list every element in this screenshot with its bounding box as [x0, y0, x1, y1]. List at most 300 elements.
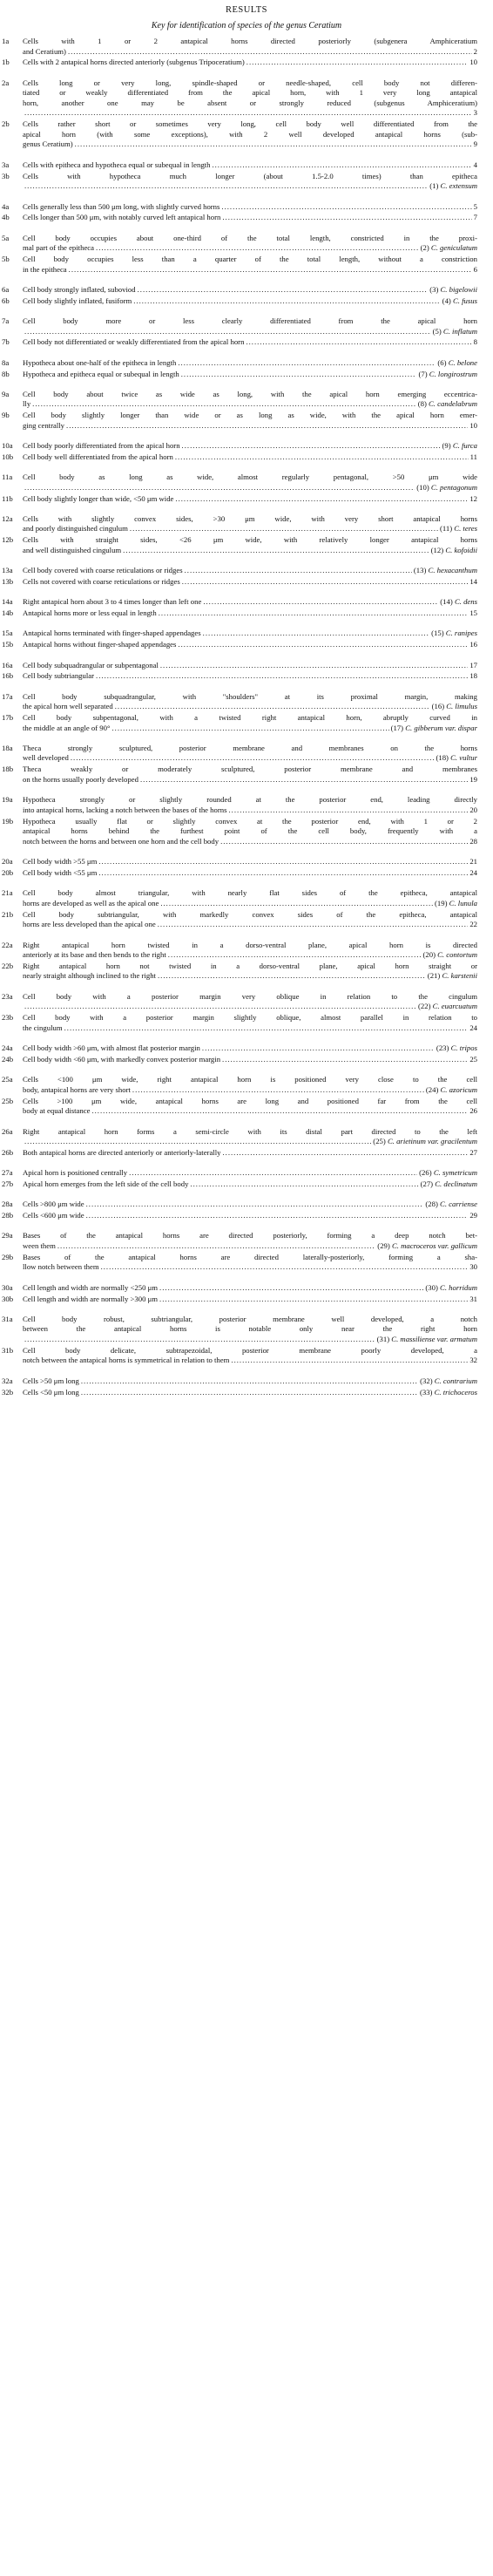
entry-final-line: [23, 868, 477, 879]
entry-line: Cell body slightly longer than wide, <50 μm wide: [23, 493, 174, 503]
entry-final-line: [23, 1283, 477, 1294]
entry-description: [23, 671, 493, 682]
entry-line: Cell body slightly longer than wide or as long as wide, with the apical horn emer-: [23, 411, 477, 420]
entry-result: [429, 181, 477, 192]
entry-final-line: [23, 1179, 477, 1190]
entry-description: [23, 37, 493, 57]
key-entry: [0, 1096, 493, 1116]
key-entry: [0, 743, 493, 763]
leader-dots: [159, 608, 469, 619]
entry-description: [23, 1388, 493, 1398]
entry-result: [418, 399, 477, 410]
entry-number: 21b: [2, 909, 14, 919]
entry-final-line: [23, 1211, 477, 1221]
entry-final-line: [23, 243, 477, 254]
species-number: (6): [437, 357, 449, 367]
entry-number: 18a: [2, 743, 13, 752]
key-entry: [0, 1388, 493, 1398]
entry-line: ween them: [23, 1240, 56, 1250]
key-entry: [0, 795, 493, 814]
leader-dots: [203, 597, 438, 608]
identification-key: [0, 37, 493, 1398]
key-entry: [0, 160, 493, 171]
key-entry: [0, 472, 493, 492]
entry-line: Apical horn emerges from the left side of the cell body: [23, 1179, 189, 1188]
key-entry: [0, 494, 493, 505]
key-entry: [0, 535, 493, 554]
entry-number: 19a: [2, 795, 13, 805]
entry-final-line: [23, 1168, 477, 1179]
leader-dots: [221, 202, 471, 213]
species-number: (19): [435, 898, 449, 907]
species-name: C. ranipes: [445, 629, 477, 638]
leader-dots: [185, 566, 412, 576]
entry-line: notch between the horns and between one horn and the cell body: [23, 836, 219, 846]
key-entry: [0, 1075, 493, 1094]
key-entry: [0, 1231, 493, 1250]
entry-description: [23, 1231, 493, 1251]
leader-dots: [24, 181, 428, 192]
key-entry: [0, 370, 493, 380]
entry-final-line: [23, 1335, 477, 1345]
species-name: C. declinatum: [435, 1179, 477, 1188]
species-name: C. massiliense var. armatum: [391, 1334, 477, 1343]
leader-dots: [222, 1055, 468, 1065]
entry-line: Hypotheca and epitheca equal or subequal in length: [23, 369, 179, 378]
key-entry: [0, 713, 493, 732]
leader-dots: [98, 868, 468, 879]
species-name: C. contortum: [437, 950, 477, 960]
species-number: (3): [429, 284, 441, 294]
species-number: (7): [418, 369, 429, 378]
entry-line: Right antapical horn forms a semi-circle with its distal part directed to the left: [23, 1126, 477, 1136]
leader-dots: [159, 1295, 468, 1305]
leader-dots: [57, 1241, 375, 1252]
entry-number: 13b: [2, 577, 14, 586]
entry-number: 28b: [2, 1211, 14, 1220]
key-entry: [0, 171, 493, 191]
entry-final-line: [23, 1262, 477, 1273]
entry-number: 18b: [2, 765, 14, 774]
entry-result: [431, 629, 477, 639]
entry-final-line: [23, 1106, 477, 1117]
leader-dots: [24, 1335, 375, 1345]
entry-line: Cell body with a posterior margin slightly oblique, almost parallel in relation to: [23, 1013, 477, 1023]
entry-line: Bases of the antapical horns are directed posteriorly, forming a deep notch bet-: [23, 1231, 477, 1240]
leader-dots: [132, 1085, 424, 1096]
entry-number: 30a: [2, 1282, 13, 1292]
entry-result: [421, 243, 477, 254]
entry-result: [442, 441, 477, 452]
key-entry: [0, 441, 493, 452]
entry-number: 4a: [2, 201, 10, 211]
species-number: (11): [439, 524, 455, 534]
entry-description: [23, 1346, 493, 1366]
entry-description: [23, 1043, 493, 1054]
key-entry: [0, 337, 493, 348]
leader-dots: [158, 971, 426, 982]
entry-final-line: [23, 608, 477, 619]
entry-description: [23, 1013, 493, 1033]
entry-description: [23, 1168, 493, 1179]
entry-description: [23, 1200, 493, 1210]
key-entry: [0, 991, 493, 1011]
entry-number: 27a: [2, 1168, 13, 1178]
entry-description: [23, 597, 493, 608]
entry-number: 29b: [2, 1252, 14, 1261]
entry-final-line: [23, 160, 477, 171]
entry-final-line: [23, 899, 477, 909]
leader-dots: [68, 47, 472, 58]
entry-final-line: [23, 629, 477, 639]
leader-dots: [168, 950, 422, 961]
entry-number: 15a: [2, 629, 13, 638]
entry-description: [23, 337, 493, 348]
entry-description: [23, 285, 493, 296]
key-entry: [0, 940, 493, 960]
key-entry: [0, 888, 493, 907]
species-number: (2): [420, 243, 431, 253]
entry-result: 4: [473, 160, 477, 169]
entry-line: Antapical horns without finger-shaped appendages: [23, 640, 177, 649]
entry-number: 1a: [2, 37, 10, 45]
entry-line: Cells <50 μm long: [23, 1387, 79, 1397]
entry-line: in the epitheca: [23, 264, 67, 274]
entry-line: Both antapical horns are directed anteriorly or anteriorly-laterally: [23, 1147, 221, 1157]
entry-description: [23, 370, 493, 380]
entry-number: 27b: [2, 1179, 14, 1188]
entry-number: 21a: [2, 888, 13, 898]
entry-description: [23, 744, 493, 764]
species-name: C. extensum: [440, 181, 477, 191]
entry-number: 3b: [2, 171, 10, 180]
entry-line: Cell body strongly inflated, suboviod: [23, 284, 136, 294]
entry-description: [23, 296, 493, 307]
entry-line: Cell length and width are normally >300 μm: [23, 1294, 159, 1303]
entry-number: 1b: [2, 58, 10, 67]
entry-final-line: [23, 370, 477, 380]
entry-final-line: [23, 1376, 477, 1387]
key-entry: [0, 961, 493, 981]
entry-result: 9: [473, 139, 477, 149]
entry-result: [418, 1002, 477, 1012]
entry-final-line: [23, 399, 477, 410]
entry-description: [23, 514, 493, 534]
key-entry: [0, 1295, 493, 1305]
leader-dots: [178, 358, 436, 369]
key-entry: [0, 1345, 493, 1365]
leader-dots: [66, 421, 468, 432]
entry-description: [23, 910, 493, 930]
entry-final-line: [23, 1241, 477, 1252]
entry-line: Right antapical horn twisted in a dorso-ventral plane, apical horn is directed: [23, 940, 477, 949]
entry-description: [23, 1283, 493, 1294]
entry-description: [23, 452, 493, 463]
entry-number: 17b: [2, 713, 14, 722]
entry-result: 24: [469, 1023, 477, 1032]
species-number: (1): [429, 181, 441, 191]
entry-line: the cingulum: [23, 1023, 63, 1032]
key-entry: [0, 202, 493, 213]
entry-line: Cells with straight sides, <26 μm wide, with relatively longer antapical horns: [23, 535, 477, 545]
entry-final-line: [23, 1388, 477, 1398]
entry-description: [23, 58, 493, 68]
key-entry: [0, 1211, 493, 1221]
entry-description: [23, 119, 493, 150]
entry-number: 6a: [2, 284, 10, 294]
entry-final-line: [23, 1023, 477, 1034]
key-entry: [0, 513, 493, 534]
entry-line: Cell body occupies less than a quarter of the total length, without a constriction: [23, 255, 477, 263]
leader-dots: [220, 837, 468, 847]
entry-line: Cells with epitheca and hypotheca equal or subequal in length: [23, 160, 211, 169]
entry-description: [23, 255, 493, 275]
entry-result: [428, 971, 477, 982]
entry-result: 29: [469, 1211, 477, 1220]
species-number: (24): [425, 1084, 441, 1094]
entry-result: 11: [469, 452, 477, 461]
entry-final-line: [23, 421, 477, 432]
entry-description: [23, 234, 493, 254]
entry-final-line: [23, 494, 477, 505]
entry-line: Apical horn is positioned centrally: [23, 1168, 128, 1178]
entry-number: 31a: [2, 1314, 13, 1323]
key-entry: [0, 411, 493, 430]
leader-dots: [75, 139, 472, 150]
entry-final-line: [23, 640, 477, 650]
entry-final-line: [23, 58, 477, 68]
key-entry: [0, 1126, 493, 1146]
entry-final-line: [23, 971, 477, 982]
species-number: (15): [431, 629, 446, 638]
entry-line: Cell body as long as wide, almost regularly pentagonal, >50 μm wide: [23, 472, 477, 482]
entry-number: 25a: [2, 1075, 13, 1084]
species-name: C. vultur: [450, 753, 477, 763]
entry-number: 31b: [2, 1345, 14, 1355]
leader-dots: [81, 1376, 418, 1387]
entry-final-line: [23, 597, 477, 608]
entry-final-line: [23, 337, 477, 348]
species-name: C. belone: [448, 357, 477, 367]
species-number: (30): [425, 1282, 441, 1292]
key-entry: [0, 1168, 493, 1179]
species-name: C. arietinum var. gracilentum: [387, 1137, 477, 1146]
entry-final-line: [23, 753, 477, 764]
entry-line: horn, another one may be absent or strongly reduced (subgenus Amphiceratium): [23, 98, 477, 107]
entry-number: 14a: [2, 597, 13, 607]
entry-line: Cell body subquadrangular or subpentagonal: [23, 660, 159, 669]
entry-line: Antapical horns terminated with finger-shaped appendages: [23, 629, 201, 638]
leader-dots: [24, 1137, 371, 1147]
entry-number: 7a: [2, 316, 10, 325]
entry-description: [23, 1055, 493, 1065]
entry-description: [23, 441, 493, 452]
key-entry: [0, 577, 493, 588]
entry-number: 24b: [2, 1054, 14, 1064]
entry-line: Cell body with a posterior margin very oblique in relation to the cingulum: [23, 991, 477, 1001]
entry-final-line: [23, 296, 477, 307]
entry-line: the middle at an angle of 90°: [23, 723, 111, 732]
leader-dots: [81, 1388, 418, 1398]
entry-line: Cell body width <60 μm, with markedly convex posterior margin: [23, 1054, 221, 1064]
entry-number: 6b: [2, 296, 10, 305]
entry-number: 19b: [2, 816, 14, 826]
entry-description: [23, 566, 493, 576]
leader-dots: [212, 160, 471, 171]
entry-number: 29a: [2, 1231, 13, 1240]
entry-number: 2b: [2, 119, 10, 129]
entry-line: body at equal distance: [23, 1106, 91, 1116]
entry-final-line: [23, 139, 477, 150]
entry-final-line: [23, 661, 477, 671]
leader-dots: [24, 327, 431, 337]
entry-number: 28a: [2, 1200, 13, 1209]
species-number: (32): [420, 1376, 435, 1385]
leader-dots: [246, 58, 469, 68]
key-entry: [0, 296, 493, 307]
entry-result: [391, 724, 477, 734]
entry-line: Cell body almost triangular, with nearly flat sides of the epitheca, antapical: [23, 888, 477, 898]
entry-result: [425, 1200, 477, 1210]
entry-line: tiated or weakly differentiated from the apical horn, with 1 very long antapical: [23, 88, 477, 98]
entry-result: [419, 1168, 477, 1179]
entry-line: Cell body robust, subtriangular, posterior membrane well developed, a notch: [23, 1314, 477, 1323]
entry-final-line: [23, 441, 477, 452]
species-name: C. trichoceros: [434, 1387, 477, 1397]
leader-dots: [182, 577, 469, 588]
key-entry: [0, 58, 493, 68]
species-name: C. kofoidii: [445, 545, 477, 554]
leader-dots: [203, 629, 430, 639]
entry-description: [23, 358, 493, 369]
entry-number: 4b: [2, 213, 10, 222]
entry-final-line: [23, 1295, 477, 1305]
key-entry: [0, 285, 493, 296]
entry-description: [23, 817, 493, 847]
entry-line: Right antapical horn not twisted in a dorso-ventral plane, apical horn straight or: [23, 961, 477, 970]
entry-number: 9a: [2, 389, 10, 398]
entry-line: Bases of the antapical horns are directed laterally-posteriorly, forming a sha-: [23, 1252, 477, 1261]
entry-number: 26b: [2, 1147, 14, 1157]
leader-dots: [159, 1283, 423, 1294]
entry-line: Cells >100 μm wide, antapical horns are long and positioned far from the cell: [23, 1096, 477, 1105]
key-entry: [0, 1314, 493, 1343]
entry-number: 24a: [2, 1043, 13, 1053]
entry-description: [23, 535, 493, 555]
key-entry: [0, 1043, 493, 1054]
key-entry: [0, 78, 493, 118]
entry-final-line: [23, 546, 477, 556]
entry-line: Cells with slightly convex sides, >30 μm wide, with very short antapical horns: [23, 513, 477, 523]
entry-description: [23, 765, 493, 785]
leader-dots: [111, 724, 388, 734]
species-number: (16): [431, 702, 447, 711]
key-entry: [0, 1148, 493, 1159]
entry-final-line: [23, 1137, 477, 1147]
species-number: (29): [377, 1240, 392, 1250]
species-number: (17): [390, 723, 406, 732]
entry-result: 6: [473, 264, 477, 274]
entry-number: 12a: [2, 513, 13, 523]
entry-description: [23, 962, 493, 982]
species-name: C. macroceros var. gallicum: [391, 1240, 477, 1250]
leader-dots: [91, 1106, 468, 1117]
entry-result: 16: [469, 640, 477, 649]
entry-line: Cell body width <55 μm: [23, 867, 98, 877]
entry-line: Cells long or very long, spindle-shaped or needle-shaped, cell body not differen-: [23, 78, 477, 87]
entry-final-line: [23, 805, 477, 816]
entry-final-line: [23, 202, 477, 213]
entry-result: 17: [469, 660, 477, 669]
entry-line: well developed: [23, 753, 69, 763]
entry-line: Cell body subtriangular: [23, 671, 95, 681]
entry-line: Cells with hypotheca much longer (about 1.5-2.0 times) than epitheca: [23, 171, 477, 180]
entry-final-line: [23, 1002, 477, 1012]
entry-result: 10: [469, 420, 477, 430]
entry-number: 11a: [2, 472, 13, 482]
key-entry: [0, 566, 493, 576]
entry-description: [23, 472, 493, 493]
entry-line: the apical horn well separated: [23, 702, 113, 711]
entry-number: 5a: [2, 233, 10, 242]
species-name: C. carriense: [440, 1200, 477, 1209]
species-name: C. geniculatum: [430, 243, 477, 253]
entry-result: 12: [469, 493, 477, 503]
key-entry: [0, 389, 493, 409]
species-number: (18): [436, 753, 451, 763]
species-name: C. euarcuatum: [432, 1002, 477, 1011]
entry-description: [23, 1179, 493, 1190]
entry-line: horns are developed as well as the apical one: [23, 898, 159, 907]
leader-dots: [24, 1002, 416, 1012]
key-entry: [0, 1200, 493, 1210]
entry-number: 22b: [2, 961, 14, 970]
entry-result: 15: [469, 608, 477, 618]
entry-number: 26a: [2, 1126, 13, 1136]
leader-dots: [133, 296, 440, 307]
entry-description: [23, 1075, 493, 1095]
entry-line: Cell body subpentagonal, with a twisted right antapical horn, abruptly curved in: [23, 713, 477, 722]
entry-description: [23, 1253, 493, 1273]
key-entry: [0, 316, 493, 336]
entry-final-line: [23, 1085, 477, 1096]
species-number: (20): [422, 950, 438, 960]
entry-line: anteriorly at its base and then bends to the right: [23, 950, 166, 960]
leader-dots: [123, 546, 429, 556]
entry-line: apical horn (with some exceptions), with 2 well developed antapical horns (sub-: [23, 129, 477, 139]
entry-result: 3: [473, 108, 477, 118]
entry-final-line: [23, 327, 477, 337]
entry-line: into antapical horns, lacking a notch between the bases of the horns: [23, 805, 227, 814]
entry-line: Cell body delicate, subtrapezoidal, posterior membrane poorly developed, a: [23, 1345, 477, 1355]
entry-result: 8: [473, 337, 477, 347]
entry-line: Cell body well differentiated from the apical horn: [23, 452, 173, 461]
entry-line: Cell length and width are normally <250 μm: [23, 1282, 159, 1292]
key-entry: [0, 1179, 493, 1190]
entry-line: nearly straight although inclined to the right: [23, 971, 156, 981]
species-number: (13): [413, 566, 429, 575]
entry-number: 2a: [2, 78, 10, 87]
entry-final-line: [23, 577, 477, 588]
entry-line: and Ceratium): [23, 46, 66, 56]
entry-line: Cells rather short or sometimes very long, cell body well differentiated from the: [23, 119, 477, 129]
entry-result: 18: [469, 671, 477, 681]
species-name: C. furca: [452, 441, 477, 451]
leader-dots: [246, 337, 471, 348]
entry-number: 9b: [2, 411, 10, 420]
entry-line: antapical horns behind the furthest point of the cell body, frequently with a: [23, 826, 477, 836]
entry-final-line: [23, 724, 477, 734]
